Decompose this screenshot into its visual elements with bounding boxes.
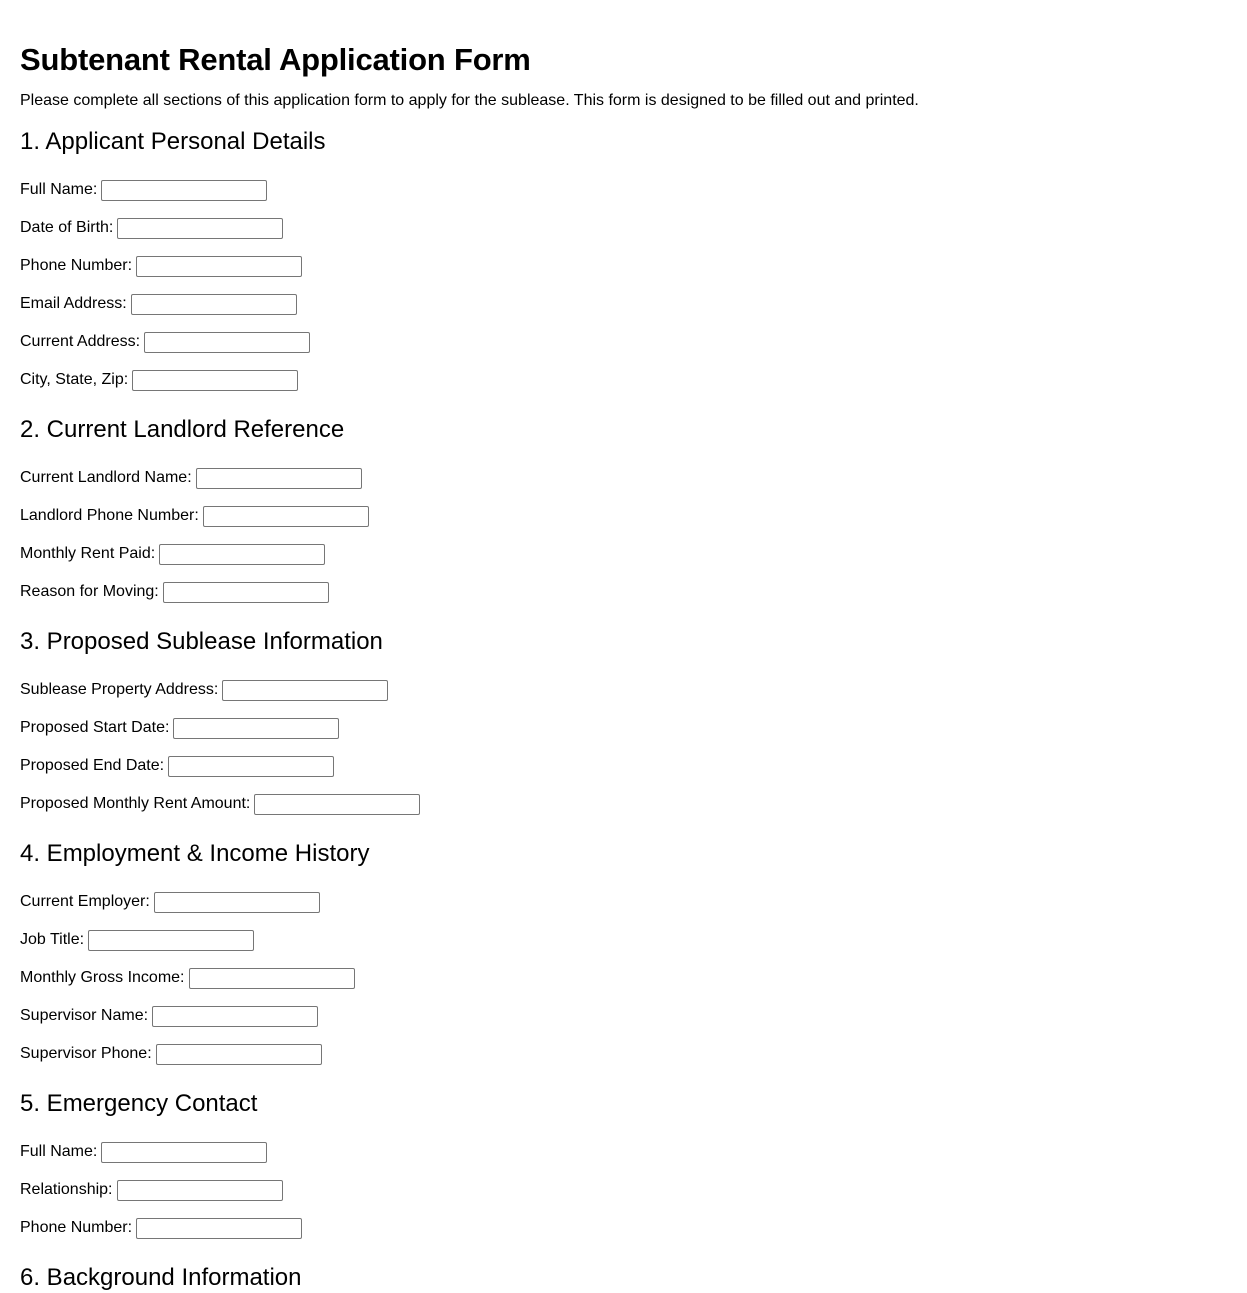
field-label: Relationship: — [20, 1181, 113, 1198]
proposed-end-date-input[interactable] — [168, 756, 334, 777]
section-background-information — [20, 1263, 1227, 1293]
form-row-supervisor-phone — [20, 1035, 1227, 1073]
field-label: Proposed Start Date: — [20, 719, 170, 736]
form-row-current-landlord-name — [20, 459, 1227, 497]
section-current-landlord-reference — [20, 415, 1227, 611]
field-label: Proposed Monthly Rent Amount: — [20, 795, 251, 812]
field-label: Current Landlord Name: — [20, 469, 192, 486]
full-name-input[interactable] — [101, 180, 267, 201]
sublease-property-address-input[interactable] — [222, 680, 388, 701]
field-label: Sublease Property Address: — [20, 681, 219, 698]
date-of-birth-input[interactable] — [117, 218, 283, 239]
form-row-date-of-birth — [20, 209, 1227, 247]
form-row-job-title — [20, 921, 1227, 959]
field-label: Current Address: — [20, 333, 141, 350]
proposed-start-date-input[interactable] — [173, 718, 339, 739]
field-label: Full Name: — [20, 181, 98, 198]
field-label: Supervisor Name: — [20, 1007, 149, 1024]
form-row-emergency-full-name — [20, 1133, 1227, 1171]
section-heading: 4. Employment & Income History — [20, 840, 370, 867]
form-intro: Please complete all sections of this application form to apply for the sublease. This form is designed to be filled out and printed. — [20, 92, 919, 109]
form-row-proposed-end-date — [20, 747, 1227, 785]
form-row-reason-for-moving — [20, 573, 1227, 611]
section-heading: 2. Current Landlord Reference — [20, 416, 345, 443]
emergency-phone-number-input[interactable] — [136, 1218, 302, 1239]
relationship-input[interactable] — [117, 1180, 283, 1201]
section-heading: 3. Proposed Sublease Information — [20, 628, 383, 655]
form-row-landlord-phone-number — [20, 497, 1227, 535]
form-row-supervisor-name — [20, 997, 1227, 1035]
form-row-proposed-monthly-rent-amount — [20, 785, 1227, 823]
emergency-full-name-input[interactable] — [101, 1142, 267, 1163]
city-state-zip-input[interactable] — [132, 370, 298, 391]
section-heading: 1. Applicant Personal Details — [20, 128, 326, 155]
section-emergency-contact — [20, 1089, 1227, 1247]
current-landlord-name-input[interactable] — [196, 468, 362, 489]
field-label: Monthly Rent Paid: — [20, 545, 156, 562]
form-row-monthly-rent-paid — [20, 535, 1227, 573]
section-applicant-personal-details — [20, 127, 1227, 399]
field-label: City, State, Zip: — [20, 371, 129, 388]
field-label: Monthly Gross Income: — [20, 969, 185, 986]
email-address-input[interactable] — [131, 294, 297, 315]
monthly-gross-income-input[interactable] — [189, 968, 355, 989]
field-label: Reason for Moving: — [20, 583, 159, 600]
supervisor-name-input[interactable] — [152, 1006, 318, 1027]
supervisor-phone-input[interactable] — [156, 1044, 322, 1065]
field-label: Phone Number: — [20, 257, 133, 274]
form-row-relationship — [20, 1171, 1227, 1209]
field-label: Phone Number: — [20, 1219, 133, 1236]
phone-number-input[interactable] — [136, 256, 302, 277]
field-label: Full Name: — [20, 1143, 98, 1160]
form-row-city-state-zip — [20, 361, 1227, 399]
form-row-current-employer — [20, 883, 1227, 921]
reason-for-moving-input[interactable] — [163, 582, 329, 603]
job-title-input[interactable] — [88, 930, 254, 951]
landlord-phone-number-input[interactable] — [203, 506, 369, 527]
section-employment-income-history — [20, 839, 1227, 1073]
form-row-full-name — [20, 171, 1227, 209]
section-heading: 6. Background Information — [20, 1264, 302, 1291]
field-label: Job Title: — [20, 931, 85, 948]
field-label: Landlord Phone Number: — [20, 507, 199, 524]
form-row-phone-number — [20, 247, 1227, 285]
field-label: Date of Birth: — [20, 219, 114, 236]
form-row-sublease-property-address — [20, 671, 1227, 709]
monthly-rent-paid-input[interactable] — [159, 544, 325, 565]
section-proposed-sublease-information — [20, 627, 1227, 823]
form-row-current-address — [20, 323, 1227, 361]
field-label: Supervisor Phone: — [20, 1045, 152, 1062]
form-row-emergency-phone-number — [20, 1209, 1227, 1247]
current-employer-input[interactable] — [154, 892, 320, 913]
form-row-email-address — [20, 285, 1227, 323]
proposed-monthly-rent-amount-input[interactable] — [254, 794, 420, 815]
section-heading: 5. Emergency Contact — [20, 1090, 258, 1117]
page-title: Subtenant Rental Application Form — [20, 42, 531, 77]
form-row-monthly-gross-income — [20, 959, 1227, 997]
field-label: Proposed End Date: — [20, 757, 165, 774]
field-label: Current Employer: — [20, 893, 150, 910]
form-row-proposed-start-date — [20, 709, 1227, 747]
current-address-input[interactable] — [144, 332, 310, 353]
field-label: Email Address: — [20, 295, 127, 312]
